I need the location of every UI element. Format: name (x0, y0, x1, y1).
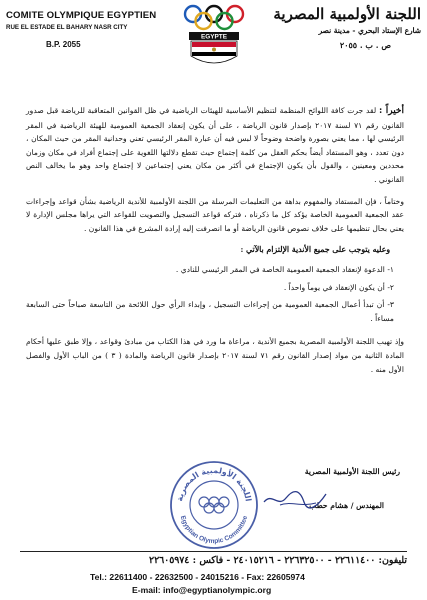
signatory-title: رئيس اللجنة الأولمبية المصرية (304, 467, 400, 476)
footer-phones-en: Tel.: 22611400 - 22632500 - 24015216 - Fax: 22605974 (90, 572, 305, 582)
paragraph-1-lead: أخيراً : (378, 106, 404, 116)
address-en: RUE EL ESTADE EL BAHARY NASR CITY (6, 24, 128, 31)
address-ar: شارع الإستاد البحري - مدينة نصر (318, 26, 421, 35)
stamp-inner-ring (190, 481, 238, 529)
obligation-item: ٢- أن يكون الإنعقاد في يوماً واحداً . (283, 282, 394, 292)
footer-email: E-mail: info@egyptianolympic.org (132, 585, 272, 595)
letterhead-english (6, 10, 176, 49)
letterhead-arabic (251, 6, 421, 50)
paragraph-2: وختاماً ، فإن المستفاد والمفهوم بداهة من التعليمات المرسلة من اللجنة الأولمبية للأندية الرياضية بشأن قواعد وإجراءات عقد الجمعية العمومية الخاصة يؤكد كل ما ذكرناه ، فتركه قواعد التسجيل والتصويت للقواعد التي يراها مجلس الإدارة لا يعني بحال تنظيمها على خلاف نصوص قانون الرياضة أو ما انصرفت إليه إرادة المشرع في هذا القانون . (26, 196, 404, 233)
footer (0, 551, 427, 600)
stamp-text-en: Egyptian Olympic Committee (178, 514, 250, 546)
paragraph-3: وإذ تهيب اللجنة الأولمبية المصرية بجميع الأندية ، مراعاة ما ورد في هذا الكتاب من مبادئ وقواعد ، وإلا طبق عليها أحكام المادة الثانية من مواد إصدار القانون رقم ٧١ لسنة ٢٠١٧ بإصدار قانون الرياضة والمادة ( ٣ ) من الباب الأول والفصل الأول منه . (26, 337, 405, 374)
paragraph-1 (26, 104, 404, 187)
handwritten-signature-icon (260, 488, 330, 510)
paragraph-1-text: لقد جرت كافة اللوائح المنظمة لتنظيم الأساسية للهيئات الرياضية في ظل القوانين المتعاقبة للرياضة قبل صدور القانون رقم ٧١ لسنة ٢٠١٧ بإصدار قانون الرياضة ، على أن يكون إنعقاد الجمعية العمومية للهيئة الرياضية في المقر الرئيسي لها ، مما يعني بصورة واضحة وضوحاً لا لبس فيه أن عبارة المقر الرئيسي تعني وحدانية المقر من حيث المكان ، دون تعدد ، وهو المستفاد أيضاً بحكم العقل من كلمة إجتماع حيث تقطع دلالتها اللغوية على إجتماع أفراد في مكان وزمان محددين ومعينين ، والقول بأن يكون الإجتماع في أكثر من مكان يعني إجتماعين لا إجتماع واحد وهو ما يخالف النص القانوني . (26, 106, 405, 184)
obligation-item: ٣- أن تبدأ أعمال الجمعية العمومية من إجراءات التسجيل ، وإبداء الرأي حول اللائحة من التاسعة صباحاً حتى السابعة مساءاً . (26, 300, 394, 323)
flag-red-band (192, 42, 236, 47)
footer-phones-ar: تليفون: ٢٢٦١١٤٠٠ - ٢٢٦٣٢٥٠٠ - ٢٤٠١٥٢١٦ - فاكس : ٢٢٦٠٥٩٧٤ (149, 555, 407, 566)
obligations-title: وعليه يتوجب على جميع الأندية الإلتزام بالآتي : (240, 245, 390, 255)
org-name-en: COMITE OLYMPIQUE EGYPTIEN (6, 10, 157, 21)
stamp-text-ar: اللجنة الأولمبية المصرية (175, 465, 253, 503)
stamp-rings-icon (199, 497, 229, 513)
org-name-ar: اللجنة الأولمبية المصرية (273, 5, 421, 23)
letterhead (0, 0, 427, 72)
signatory-name: المهندس / هشام حطب (309, 501, 384, 510)
emblem-text: EGYPTE (201, 33, 227, 41)
footer-divider (20, 551, 407, 552)
po-box-en: B.P. 2055 (46, 40, 81, 49)
flag-black-band (192, 52, 236, 56)
po-box-ar: ص . ب . ٢٠٥٥ (339, 40, 391, 50)
letter-body (26, 104, 404, 384)
official-stamp-icon (168, 459, 260, 551)
flag-eagle-icon (212, 48, 216, 52)
olympic-emblem-icon (180, 4, 248, 70)
obligation-item: ١- الدعوة لإنعقاد الجمعية العمومية الخاصة في المقر الرئيسي للنادي . (175, 264, 394, 274)
